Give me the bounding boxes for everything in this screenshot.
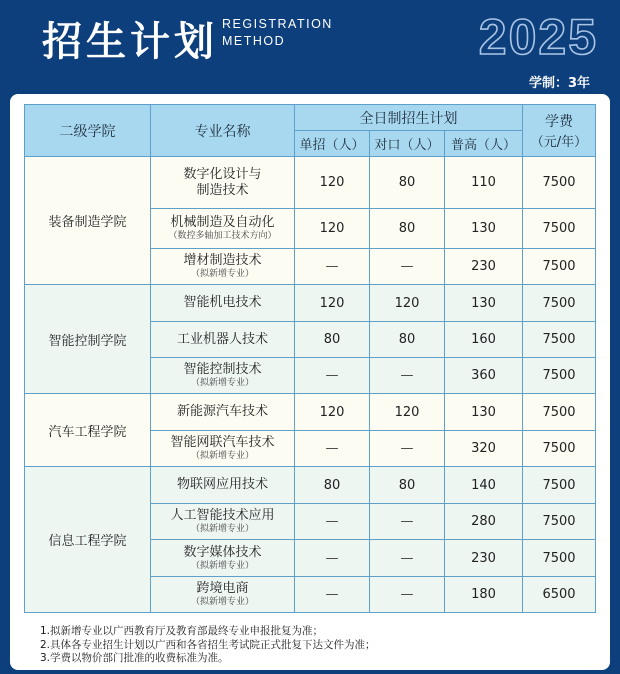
header-single: 单招（人） (295, 131, 370, 157)
fee-cell: 6500 (523, 577, 596, 613)
single-cell: — (295, 504, 370, 540)
table-row (25, 157, 596, 209)
major-cell (151, 285, 295, 322)
single-cell: — (295, 358, 370, 394)
header-general: 普高（人） (445, 131, 523, 157)
single-cell: — (295, 249, 370, 285)
single-cell: 120 (295, 394, 370, 431)
header-fee (523, 105, 596, 157)
general-cell: 130 (445, 209, 523, 249)
fee-cell: 7500 (523, 209, 596, 249)
counterpart-cell: — (370, 577, 445, 613)
major-note: （拟新增专业） (190, 451, 254, 461)
fee-cell: 7500 (523, 358, 596, 394)
major-name: 智能机电技术 (183, 295, 262, 310)
general-cell: 110 (445, 157, 523, 209)
major-cell (151, 358, 295, 394)
single-cell: — (295, 431, 370, 467)
footnote-2: 2.具体各专业招生计划以广西和各省招生考试院正式批复下达文件为准； (40, 638, 376, 651)
major-note: （拟新增专业） (190, 524, 254, 534)
major-name-line-2: 制造技术 (196, 182, 249, 198)
plan-panel (10, 94, 610, 670)
major-name: 数字媒体技术 (183, 544, 262, 560)
subtitle-line-2: METHOD (222, 34, 286, 48)
major-cell (151, 249, 295, 285)
counterpart-cell: — (370, 540, 445, 577)
counterpart-cell: 120 (370, 394, 445, 431)
major-name: 数字化设计与 (183, 166, 262, 182)
fee-cell: 7500 (523, 322, 596, 358)
college-cell: 智能控制学院 (25, 285, 151, 394)
table-row (25, 285, 596, 322)
major-name: 智能网联汽车技术 (170, 435, 275, 450)
counterpart-cell: — (370, 504, 445, 540)
major-note: （拟新增专业） (190, 378, 254, 388)
subtitle-line-1: REGISTRATION (222, 17, 333, 31)
general-cell: 230 (445, 540, 523, 577)
footnote-1: 1.拟新增专业以广西教育厅及教育部最终专业申报批复为准； (40, 625, 324, 637)
header-counterpart: 对口（人） (370, 131, 445, 157)
single-cell: 120 (295, 157, 370, 209)
header-fee-line-1: 学费 (545, 114, 573, 130)
major-cell (151, 504, 295, 540)
general-cell: 230 (445, 249, 523, 285)
major-name: 机械制造及自动化 (170, 215, 275, 230)
single-cell: 80 (295, 467, 370, 504)
college-cell: 汽车工程学院 (25, 394, 151, 467)
general-cell: 180 (445, 577, 523, 613)
counterpart-cell: 80 (370, 209, 445, 249)
fee-cell: 7500 (523, 249, 596, 285)
major-name: 人工智能技术应用 (170, 508, 275, 523)
major-note: （数控多轴加工技术方向） (168, 231, 277, 241)
general-cell: 360 (445, 358, 523, 394)
table-row (25, 394, 596, 431)
general-cell: 160 (445, 322, 523, 358)
header-college: 二级学院 (25, 105, 151, 157)
header (0, 0, 620, 92)
header-plan-group: 全日制招生计划 (295, 105, 523, 131)
major-note: （拟新增专业） (190, 269, 254, 279)
general-cell: 320 (445, 431, 523, 467)
major-cell (151, 540, 295, 577)
major-cell (151, 394, 295, 431)
counterpart-cell: 80 (370, 322, 445, 358)
header-fee-line-2: （元/年） (530, 135, 588, 150)
single-cell: — (295, 540, 370, 577)
duration-label: 学制：3年 (528, 76, 590, 91)
general-cell: 130 (445, 394, 523, 431)
counterpart-cell: 120 (370, 285, 445, 322)
fee-cell: 7500 (523, 285, 596, 322)
major-name: 物联网应用技术 (176, 477, 268, 492)
college-cell: 信息工程学院 (25, 467, 151, 613)
major-name: 新能源汽车技术 (176, 404, 268, 419)
major-name: 智能控制技术 (183, 362, 262, 377)
general-cell: 280 (445, 504, 523, 540)
footnotes (40, 625, 376, 666)
counterpart-cell: — (370, 431, 445, 467)
fee-cell: 7500 (523, 467, 596, 504)
enrollment-plan-table (24, 104, 596, 613)
counterpart-cell: — (370, 358, 445, 394)
table-row (25, 467, 596, 504)
general-cell: 130 (445, 285, 523, 322)
single-cell: 80 (295, 322, 370, 358)
single-cell: — (295, 577, 370, 613)
major-cell (151, 467, 295, 504)
page-title: 招生计划 (42, 19, 218, 65)
counterpart-cell: 80 (370, 157, 445, 209)
major-cell (151, 209, 295, 249)
single-cell: 120 (295, 285, 370, 322)
major-cell (151, 157, 295, 209)
fee-cell: 7500 (523, 504, 596, 540)
year-label: 2025 (478, 9, 598, 65)
college-cell: 装备制造学院 (25, 157, 151, 285)
counterpart-cell: — (370, 249, 445, 285)
fee-cell: 7500 (523, 157, 596, 209)
major-note: （拟新增专业） (190, 597, 254, 607)
counterpart-cell: 80 (370, 467, 445, 504)
fee-cell: 7500 (523, 431, 596, 467)
major-cell (151, 577, 295, 613)
major-name: 增材制造技术 (183, 253, 262, 268)
major-note: （拟新增专业） (190, 560, 254, 571)
major-cell (151, 322, 295, 358)
general-cell: 140 (445, 467, 523, 504)
major-cell (151, 431, 295, 467)
page-subtitle (222, 16, 333, 50)
header-major: 专业名称 (151, 105, 295, 157)
footnote-3: 3.学费以物价部门批准的收费标准为准。 (40, 652, 229, 664)
fee-cell: 7500 (523, 394, 596, 431)
single-cell: 120 (295, 209, 370, 249)
fee-cell: 7500 (523, 540, 596, 577)
major-name: 跨境电商 (196, 581, 249, 596)
major-name: 工业机器人技术 (176, 331, 268, 347)
